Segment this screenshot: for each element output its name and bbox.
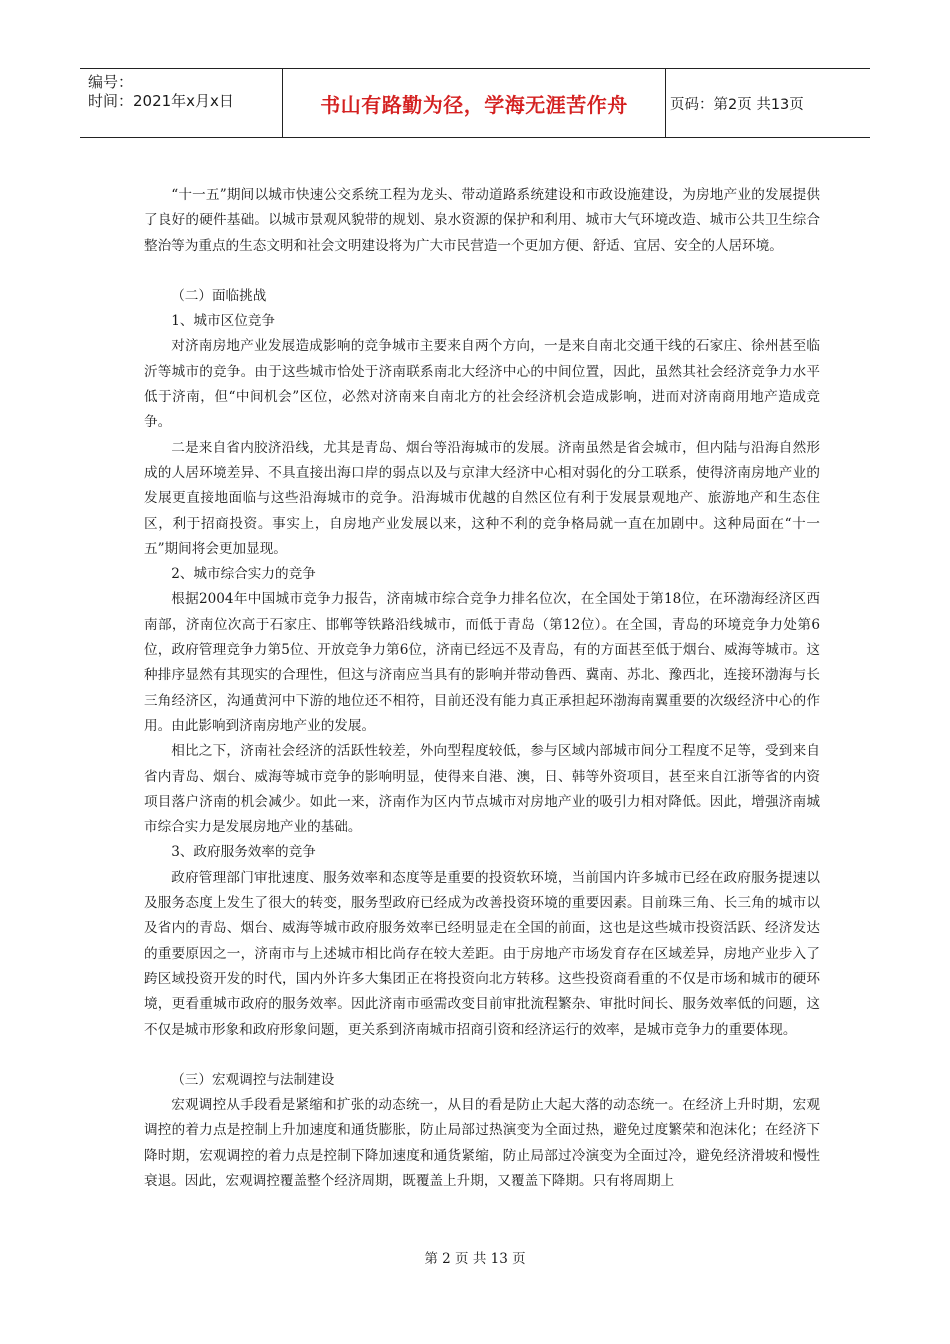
- paragraph: 二是来自省内胶济沿线，尤其是青岛、烟台等沿海城市的发展。济南虽然是省会城市，但内陆与沿海自然形成的人居环境差异、不具直接出海口岸的弱点以及与京津大经济中心相对弱化的分工联系，使得济南房地产业的发展更直接地面临与这些沿海城市的竞争。沿海城市优越的自然区位有利于发展景观地产、旅游地产和生态住区，利于招商投资。事实上，自房地产业发展以来，这种不利的竞争格局就一直在加剧中。这种局面在“十一五”期间将会更加显现。: [144, 439, 820, 557]
- document-body: [144, 183, 820, 1194]
- number-label: 编号：: [88, 73, 134, 91]
- paragraph: 宏观调控从手段看是紧缩和扩张的动态统一，从目的看是防止大起大落的动态统一。在经济上升时期，宏观调控的着力点是控制上升加速度和通货膨胀，防止局部过热演变为全面过热，避免过度繁荣和泡沫化；在经济下降时期，宏观调控的着力点是控制下降加速度和通货紧缩，防止局部过冷演变为全面过冷，避免经济滑坡和慢性衰退。因此，宏观调控覆盖整个经济周期，既覆盖上升期，又覆盖下降期。只有将周期上: [144, 1097, 820, 1189]
- challenges-block: [144, 284, 820, 1043]
- motto: 书山有路勤为径，学海无涯苦作舟: [320, 92, 628, 117]
- paragraph: 根据2004年中国城市竞争力报告，济南城市综合竞争力排名位次，在全国处于第18位，在环渤海经济区西南部，济南位次高于石家庄、邯郸等铁路沿线城市，而低于青岛（第12位）。在全国，青岛的环境竞争力处第6位，政府管理竞争力第5位、开放竞争力第6位，济南已经远不及青岛，有的方面甚至低于烟台、威海等城市。这种排序显然有其现实的合理性，但这与济南应当具有的影响并带动鲁西、冀南、苏北、豫西北，连接环渤海与长三角经济区，沟通黄河中下游的地位还不相符，目前还没有能力真正承担起环渤海南翼重要的次级经济中心的作用。由此影响到济南房地产业的发展。: [144, 591, 820, 734]
- intro-paragraph: “十一五”期间以城市快速公交系统工程为龙头、带动道路系统建设和市政设施建设，为房地产业的发展提供了良好的硬件基础。以城市景观风貌带的规划、泉水资源的保护和利用、城市大气环境改造、城市公共卫生综合整治等为重点的生态文明和社会文明建设将为广大市民营造一个更加方便、舒适、宜居、安全的人居环境。: [144, 187, 820, 254]
- section-heading-regulation: （三）宏观调控与法制建设: [171, 1071, 335, 1088]
- header-meta: [88, 73, 278, 111]
- header-motto-cell: [282, 69, 666, 137]
- regulation-block: [144, 1068, 820, 1194]
- paragraph: 政府管理部门审批速度、服务效率和态度等是重要的投资软环境，当前国内许多城市已经在政府服务提速以及服务态度上发生了很大的转变，服务型政府已经成为改善投资环境的重要因素。目前珠三角、长三角的城市以及省内的青岛、烟台、威海等城市政府服务效率已经明显走在全国的前面，这也是这些城市投资活跃、经济发达的重要原因之一，济南市与上述城市相比尚存在较大差距。由于房地产市场发育存在区域差异，房地产业步入了跨区域投资开发的时代，国内外许多大集团正在将投资向北方转移。这些投资商看重的不仅是市场和城市的硬环境，更看重城市政府的服务效率。因此济南市亟需改变目前审批流程繁杂、审批时间长、服务效率低的问题，这不仅是城市形象和政府形象问题，更关系到济南城市招商引资和经济运行的效率，是城市竞争力的重要体现。: [144, 869, 820, 1038]
- paragraph: 相比之下，济南社会经济的活跃性较差，外向型程度较低，参与区域内部城市间分工程度不足等，受到来自省内青岛、烟台、威海等城市竞争的影响明显，使得来自港、澳，日、韩等外资项目，甚至来自江浙等省的内资项目落户济南的机会减少。如此一来，济南作为区内节点城市对房地产业的吸引力相对降低。因此，增强济南城市综合实力是发展房地产业的基础。: [144, 743, 820, 836]
- page-label: 页码：第2页 共13页: [670, 96, 804, 113]
- page-header: [80, 68, 870, 138]
- page-footer: 第 2 页 共 13 页: [424, 1251, 526, 1267]
- subheading-location: 1、城市区位竞争: [171, 313, 275, 330]
- paragraph: 对济南房地产业发展造成影响的竞争城市主要来自两个方向，一是来自南北交通干线的石家庄、徐州甚至临沂等城市的竞争。由于这些城市恰处于济南联系南北大经济中心的中间位置，因此，虽然其社会经济竞争力水平低于济南，但“中间机会”区位，必然对济南来自南北方的社会经济机会造成影响，进而对济南商用地产造成竞争。: [144, 338, 820, 431]
- header-page-cell: [670, 69, 870, 137]
- intro-block: [144, 183, 820, 259]
- subheading-strength: 2、城市综合实力的竞争: [171, 566, 316, 583]
- subheading-government: 3、政府服务效率的竞争: [171, 844, 316, 861]
- section-heading-challenges: （二）面临挑战: [171, 287, 267, 304]
- time-label: 时间：2021年x月x日: [88, 92, 234, 110]
